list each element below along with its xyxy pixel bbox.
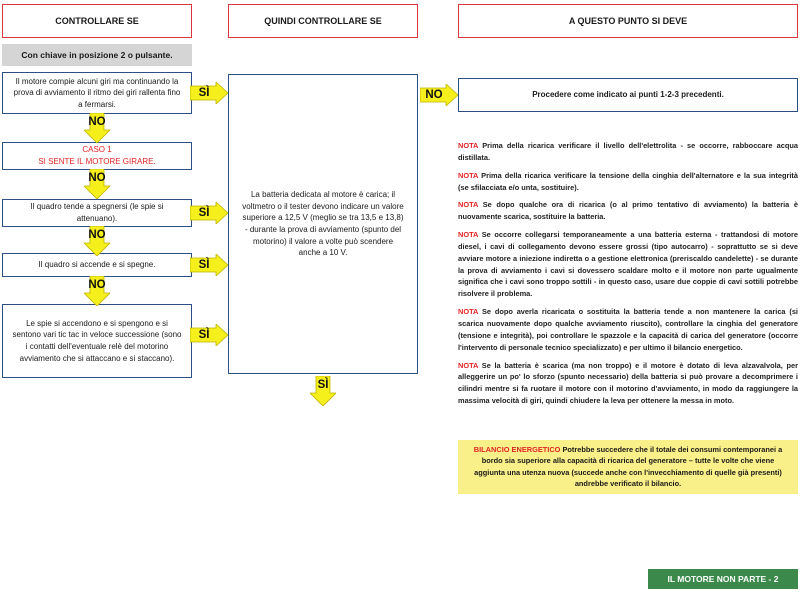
step-quadro-accende-spegne: Il quadro si accende e si spegne. (2, 253, 192, 277)
label-no-3: NO (88, 229, 106, 241)
bilancio-energetico-box (458, 440, 798, 494)
label-si-2: SÌ (198, 207, 210, 219)
note-item: NOTA Se dopo averla ricaricata o sostituita la batteria tende a non mantenere la carica (si scarica nuovamente dopo qualche avviamento riuscito), controllare la cinghia del generatore (tensione e integrità), poi controllare le spazzole e la capacità di carica del generatore (occorre l'intervento di personale tecnico specializzato) e per ultimo il bilancio energetico. (458, 307, 798, 352)
step-motore-rallenta: Il motore compie alcuni giri ma continuando la prova di avviamento il ritmo dei giri rallenta fino a fermarsi. (2, 72, 192, 114)
label-no-1: NO (88, 116, 106, 128)
label-no-4: NO (88, 279, 106, 291)
step-quadro-tende-spegnersi: Il quadro tende a spegnersi (le spie si attenuano). (2, 199, 192, 227)
condition-bar: Con chiave in posizione 2 o pulsante. (2, 44, 192, 66)
label-no-middle: NO (425, 89, 443, 101)
procedere-box: Procedere come indicato ai punti 1-2-3 precedenti. (458, 78, 798, 112)
label-si-3: SÌ (198, 259, 210, 271)
note-item: NOTA Se dopo qualche ora di ricarica (o al primo tentativo di avviamento) la batteria è nuovamente scarica, sostituire la batteria. (458, 200, 798, 222)
step-spie-tic-tac: Le spie si accendono e si spengono e si sentono vari tic tac in veloce successione (sono i contatti dell'eventuale relè del motorino avviamento che si attaccano e si staccano). (2, 304, 192, 378)
caso-1-text: SI SENTE IL MOTORE GIRARE. (38, 157, 156, 166)
note-item: NOTA Prima della ricarica verificare la tensione della cinghia dell'alternatore e la sua integrità (se sfilacciata e/o unta, sostituire). (458, 170, 798, 192)
notes-list (458, 140, 798, 413)
bilancio-tag: BILANCIO ENERGETICO (473, 445, 561, 454)
note-item: NOTA Se occorre collegarsi temporaneamente a una batteria esterna - trattandosi di motore diesel, i cavi di collegamento devono essere grossi (tipo autocarro) - soprattutto se si deve avviare motore a iniezione indiretta o a gestione elettronica (preriscaldo candelette) - se durante la prova di avviamento i cavi si dovessero scaldare molto e il motore non parte ugualmente significa che i cavi sono troppo sottili - in questo caso, usare due coppie di cavi sottili potrebbe risolvere il problema. (458, 230, 798, 299)
header-controllare-se: CONTROLLARE SE (2, 4, 192, 38)
note-item: NOTA Se la batteria è scarica (ma non troppo) e il motore è dotato di leva alzavalvola, per alleggerire un po' lo sforzo (spunto necessario) della batteria si può provare a decomprimere i cilindri mentre si fa ruotare il motore con il motorino d'avviamento, in modo da raggiungere la massima velocità di giri, quindi chiudere la leva per ottenere la messa in moto. (458, 360, 798, 406)
label-si-1: SÌ (198, 87, 210, 99)
caso-1-title: CASO 1 (82, 145, 112, 155)
page-footer-title: IL MOTORE NON PARTE - 2 (648, 569, 798, 589)
label-si-4: SÌ (198, 329, 210, 341)
bilancio-text: Potrebbe succedere che il totale dei consumi contemporanei a bordo sia superiore alla capacità di ricarica del generatore – tutte le volte che viene aggiunta una utenza nuova (succede anche con l'invecchiamento di quelle già presenti) andrebbe verificato il bilancio. (474, 445, 783, 489)
header-a-questo-punto: A QUESTO PUNTO SI DEVE (458, 4, 798, 38)
header-quindi-controllare-se: QUINDI CONTROLLARE SE (228, 4, 418, 38)
label-si-middle: SÌ (317, 379, 329, 391)
batteria-carica-box: La batteria dedicata al motore è carica; il voltmetro o il tester devono indicare un valore superiore a 12,5 V (meglio se tra 13,5 e 13,8) - durante la prova di avviamento (spunto del motorino) il valore a volte può scendere anche a 10 V. (228, 74, 418, 374)
note-item: NOTA Prima della ricarica verificare il livello dell'elettrolita - se occorre, rabboccare acqua distillata. (458, 141, 798, 162)
caso-1-box (2, 142, 192, 170)
label-no-2: NO (88, 172, 106, 184)
